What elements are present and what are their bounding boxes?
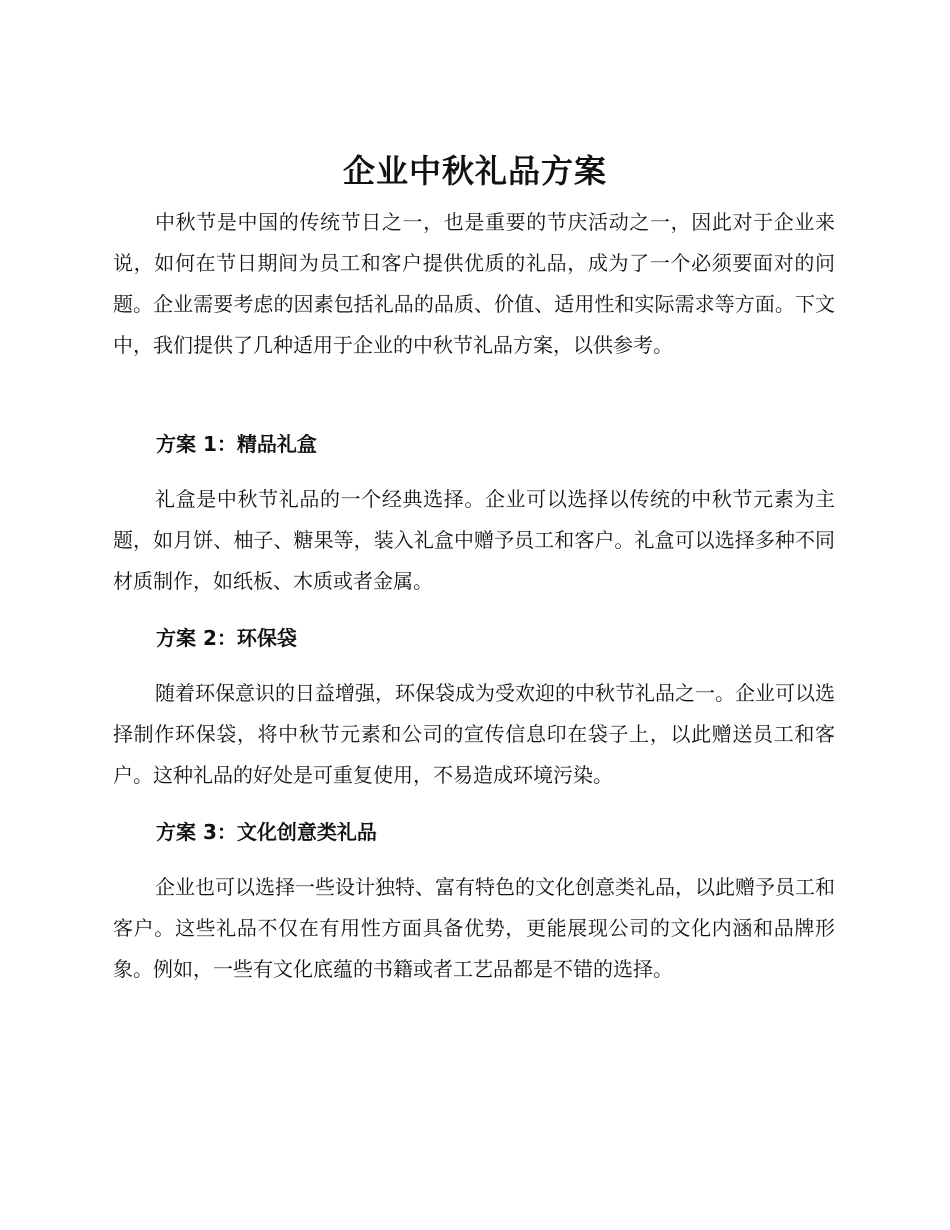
section-3-heading: 方案 3：文化创意类礼品: [156, 820, 377, 844]
intro-paragraph: 中秋节是中国的传统节日之一，也是重要的节庆活动之一，因此对于企业来说，如何在节日期间为员工和客户提供优质的礼品，成为了一个必须要面对的问题。企业需要考虑的因素包括礼品的品质、价值、适用性和实际需求等方面。下文中，我们提供了几种适用于企业的中秋节礼品方案，以供参考。: [113, 210, 835, 357]
section-2-heading: 方案 2：环保袋: [156, 626, 297, 650]
section-1-heading: 方案 1：精品礼盒: [156, 432, 317, 456]
section-3-paragraph: 企业也可以选择一些设计独特、富有特色的文化创意类礼品，以此赠予员工和客户。这些礼品不仅在有用性方面具备优势，更能展现公司的文化内涵和品牌形象。例如，一些有文化底蕴的书籍或者工艺品都是不错的选择。: [113, 875, 835, 981]
section-1-paragraph: 礼盒是中秋节礼品的一个经典选择。企业可以选择以传统的中秋节元素为主题，如月饼、柚子、糖果等，装入礼盒中赠予员工和客户。礼盒可以选择多种不同材质制作，如纸板、木质或者金属。: [113, 487, 835, 593]
section-2-paragraph: 随着环保意识的日益增强，环保袋成为受欢迎的中秋节礼品之一。企业可以选择制作环保袋，将中秋节元素和公司的宣传信息印在袋子上，以此赠送员工和客户。这种礼品的好处是可重复使用，不易造成环境污染。: [113, 681, 835, 787]
document-title: 企业中秋礼品方案: [342, 152, 607, 190]
